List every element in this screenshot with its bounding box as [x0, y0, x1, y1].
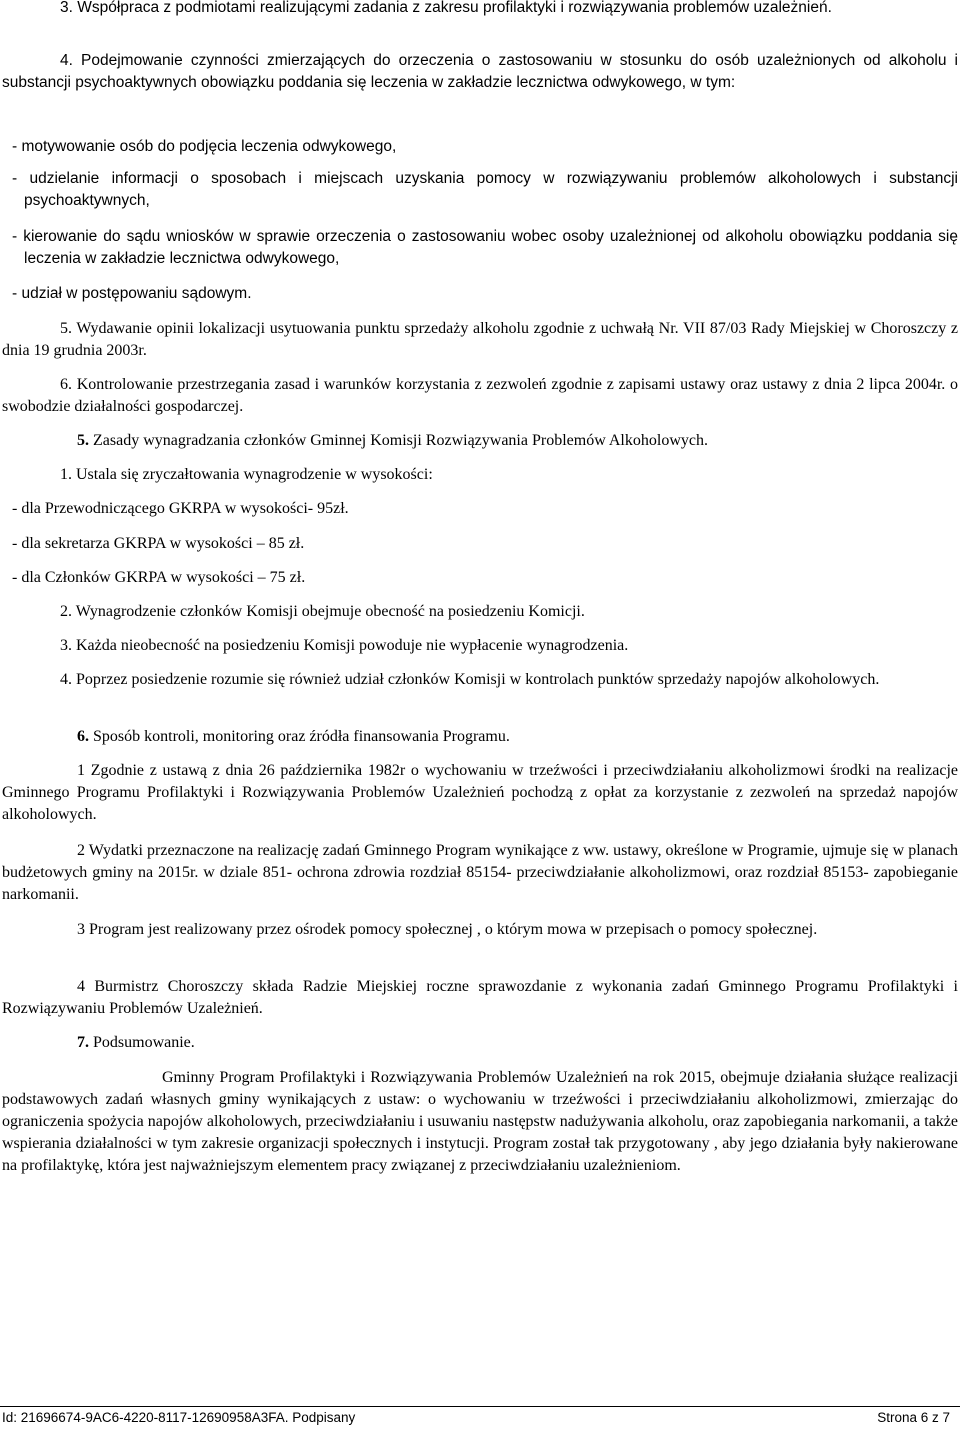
document-id: Id: 21696674-9AC6-4220-8117-12690958A3FA. Podpisany	[2, 1410, 356, 1425]
rule-4	[2, 669, 958, 691]
list-item-court-participation	[12, 283, 958, 305]
paragraph-item-5	[2, 318, 958, 362]
list-item-text: - udział w postępowaniu sądowym.	[12, 285, 252, 302]
paragraph-text: Gminny Program Profilaktyki i Rozwiązywania Problemów Uzależnień na rok 2015, obejmuje działania służące realizacji podstawowych zadań własnych gminy wynikających z ustaw: o wychowaniu w trzeźwości i przeciwdziałaniu alkoholizmowi, zmierzając do ograniczenia spożycia napojów alkoholowych, przeciwdziałaniu i usuwaniu następstw nadużywania alkoholu, oraz zapobiegania narkomanii, a także wspierania działalności w tym zakresie organizacji społecznych i instytucji. Program został tak przygotowany , aby jego działania były nakierowane na profilaktykę, która jest najważniejszym elementem pracy związanej z przeciwdziałaniu uzależnieniom.	[2, 1069, 958, 1174]
rule-text: 3. Każda nieobecność na posiedzeniu Komisji powoduje nie wypłacenie wynagrodzenia.	[60, 637, 629, 654]
rule-2	[60, 601, 958, 623]
section-5-heading	[77, 430, 957, 452]
paragraph-text: 5. Wydawanie opinii lokalizacji usytuowania punktu sprzedaży alkoholu zgodnie z uchwałą Nr. VII 87/03 Rady Miejskiej w Choroszczy z dnia 19 grudnia 2003r.	[2, 320, 958, 359]
section-7-heading	[77, 1032, 957, 1054]
financing-1	[2, 760, 958, 826]
rate-text: - dla sekretarza GKRPA w wysokości – 85 zł.	[12, 535, 305, 552]
section-6-heading	[77, 726, 957, 748]
paragraph-item-3	[60, 0, 958, 19]
paragraph-text: 1 Zgodnie z ustawą z dnia 26 października 1982r o wychowaniu w trzeźwości i przeciwdziałaniu alkoholizmowi środki na realizacje Gminnego Programu Profilaktyki i Rozwiązywania Problemów Uzależnień pochodzą z opłat za korzystanie z zezwoleń na sprzedaż napojów alkoholowych.	[2, 762, 958, 823]
section-title: Podsumowanie.	[93, 1034, 195, 1051]
rate-chair	[12, 498, 958, 520]
paragraph-text: 3. Współpraca z podmiotami realizującymi zadania z zakresu profilaktyki i rozwiązywania problemów uzależnień.	[60, 0, 832, 16]
list-item-text: - kierowanie do sądu wniosków w sprawie orzeczenia o zastosowaniu wobec osoby uzależnionej od alkoholu obowiązku poddania się leczenia w zakładzie lecznictwa odwykowego,	[12, 228, 958, 267]
page-number: Strona 6 z 7	[877, 1410, 950, 1425]
section-title: Zasady wynagradzania członków Gminnej Komisji Rozwiązywania Problemów Alkoholowych.	[93, 432, 708, 449]
list-item-text: - motywowanie osób do podjęcia leczenia odwykowego,	[12, 138, 397, 155]
rule-text: 4. Poprzez posiedzenie rozumie się również udział członków Komisji w kontrolach punktów sprzedaży napojów alkoholowych.	[60, 671, 880, 688]
paragraph-item-4	[2, 50, 958, 94]
rule-3	[60, 635, 958, 657]
financing-3	[2, 919, 958, 941]
rate-members	[12, 567, 958, 589]
section-number: 5.	[77, 432, 89, 449]
section-title: Sposób kontroli, monitoring oraz źródła finansowania Programu.	[93, 728, 510, 745]
financing-2	[2, 840, 958, 906]
paragraph-text: 4 Burmistrz Choroszczy składa Radzie Miejskiej roczne sprawozdanie z wykonania zadań Gminnego Programu Profilaktyki i Rozwiązywaniu Problemów Uzależnień.	[2, 978, 958, 1017]
section-number: 6.	[77, 728, 89, 745]
list-item-court-referral	[12, 226, 958, 270]
paragraph-text: 2 Wydatki przeznaczone na realizację zadań Gminnego Program wynikające z ww. ustawy, określone w Programie, ujmuje się w planach budżetowych gminy na 2015r. w dziale 851- ochrona zdrowia rozdział 85154- przeciwdziałanie alkoholizmowi, oraz rozdział 85153- zapobieganie narkomanii.	[2, 842, 958, 903]
rule-text: 1. Ustala się zryczałtowania wynagrodzenie w wysokości:	[60, 466, 433, 483]
rule-1	[60, 464, 958, 486]
financing-4	[2, 976, 958, 1020]
rule-text: 2. Wynagrodzenie członków Komisji obejmuje obecność na posiedzeniu Komicji.	[60, 603, 585, 620]
paragraph-text: 6. Kontrolowanie przestrzegania zasad i warunków korzystania z zezwoleń zgodnie z zapisami ustawy oraz ustawy z dnia 2 lipca 2004r. o swobodzie działalności gospodarczej.	[2, 376, 958, 415]
paragraph-text: 3 Program jest realizowany przez ośrodek pomocy społecznej , o którym mowa w przepisach o pomocy społecznej.	[77, 921, 818, 938]
list-item-motivation	[12, 136, 958, 158]
section-number: 7.	[77, 1034, 89, 1051]
page-footer	[0, 1406, 960, 1429]
summary-paragraph	[2, 1067, 958, 1177]
list-item-information	[12, 168, 958, 212]
paragraph-item-6	[2, 374, 958, 418]
paragraph-text: 4. Podejmowanie czynności zmierzających do orzeczenia o zastosowaniu w stosunku do osób uzależnionych od alkoholu i substancji psychoaktywnych obowiązku poddania się leczenia w zakładzie lecznictwa odwykowego, w tym:	[2, 52, 958, 91]
rate-secretary	[12, 533, 958, 555]
list-item-text: - udzielanie informacji o sposobach i miejscach uzyskania pomocy w rozwiązywaniu problemów alkoholowych i substancji psychoaktywnych,	[12, 170, 958, 209]
rate-text: - dla Członków GKRPA w wysokości – 75 zł.	[12, 569, 306, 586]
rate-text: - dla Przewodniczącego GKRPA w wysokości- 95zł.	[12, 500, 349, 517]
